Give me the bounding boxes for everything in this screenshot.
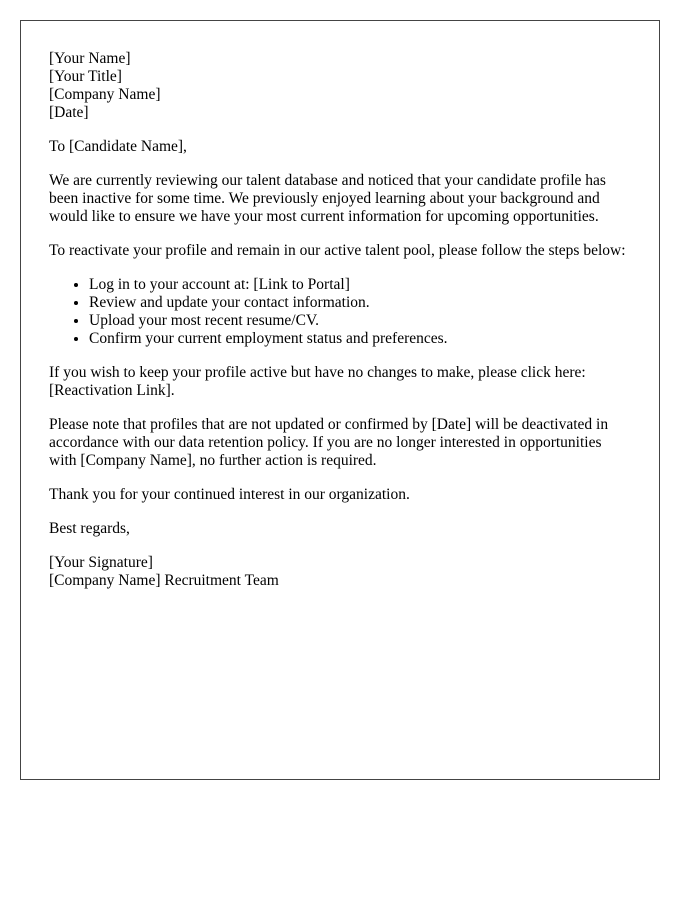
salutation: To [Candidate Name], bbox=[49, 138, 187, 155]
steps-list bbox=[49, 276, 631, 348]
signature-team: [Company Name] Recruitment Team bbox=[49, 572, 279, 589]
intro-paragraph: We are currently reviewing our talent database and noticed that your candidate profile has been inactive for some time. We previously enjoyed learning about your background and would like to ensure we have your most current information for upcoming opportunities. bbox=[49, 172, 606, 225]
sender-title: [Your Title] bbox=[49, 68, 122, 85]
sender-company: [Company Name] bbox=[49, 86, 161, 103]
step-item-login: • Log in to your account at: [Link to Portal] bbox=[89, 276, 631, 294]
letter-date: [Date] bbox=[49, 104, 89, 121]
closing: Best regards, bbox=[49, 520, 130, 537]
letter-page bbox=[20, 20, 660, 780]
sender-block bbox=[49, 50, 631, 122]
step-item-status: • Confirm your current employment status and preferences. bbox=[89, 330, 631, 348]
thanks-paragraph: Thank you for your continued interest in our organization. bbox=[49, 486, 410, 503]
steps-intro-paragraph: To reactivate your profile and remain in our active talent pool, please follow the steps below: bbox=[49, 242, 626, 259]
step-item-contact: • Review and update your contact information. bbox=[89, 294, 631, 312]
sender-name: [Your Name] bbox=[49, 50, 131, 67]
signature-line: [Your Signature] bbox=[49, 554, 153, 571]
note-paragraph: Please note that profiles that are not updated or confirmed by [Date] will be deactivated in accordance with our data retention policy. If you are no longer interested in opportunities with [Company Name], no further action is required. bbox=[49, 416, 609, 469]
keep-active-paragraph: If you wish to keep your profile active but have no changes to make, please click here: [Reactivation Link]. bbox=[49, 364, 586, 399]
signature-block bbox=[49, 554, 631, 590]
step-item-resume: • Upload your most recent resume/CV. bbox=[89, 312, 631, 330]
